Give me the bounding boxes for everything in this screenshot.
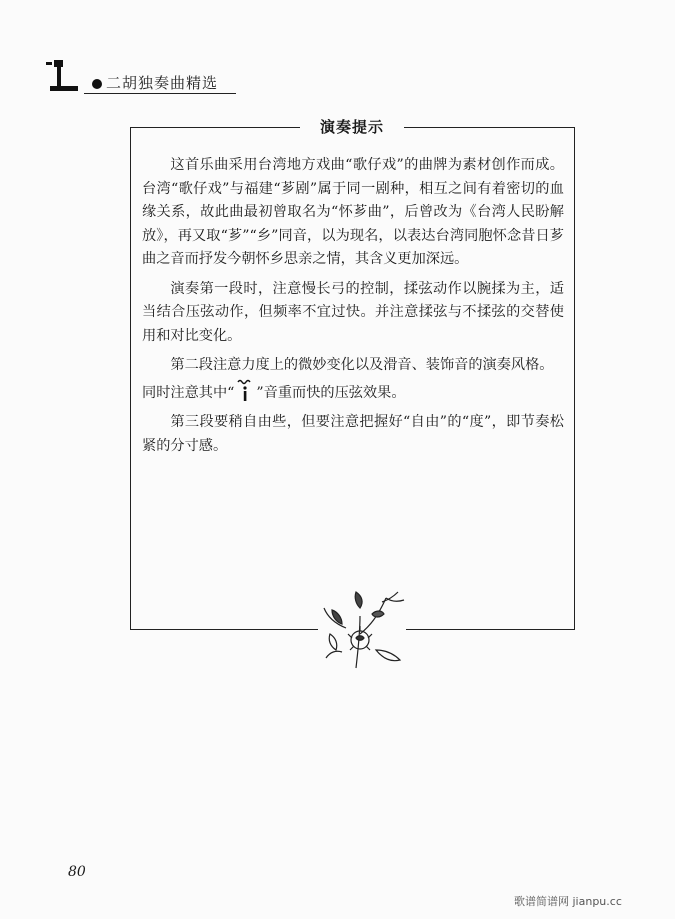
page-number: 80 (68, 864, 86, 880)
frame-border-bottom-left (130, 629, 318, 630)
header-rule (84, 93, 236, 94)
frame-border-right (574, 127, 575, 629)
book-title: 二胡独奏曲精选 (106, 74, 219, 92)
performance-tips-body (142, 154, 564, 464)
vibrato-note-icon (234, 383, 256, 403)
frame-border-left (130, 127, 131, 629)
frame-border-top-right (404, 127, 574, 128)
note-quote-before: 同时注意其中“ (142, 384, 235, 401)
header-bullet (92, 79, 102, 89)
paragraph-section-two-cont (142, 382, 564, 406)
performance-tips-title: 演奏提示 (319, 118, 384, 136)
site-watermark: 歌谱简谱网 jianpu.cc (514, 895, 622, 908)
paragraph-section-three: 第三段要稍自由些，但要注意把握好“自由”的“度”，即节奏松紧的分寸感。 (142, 414, 564, 454)
paragraph-section-two: 第二段注意力度上的微妙变化以及滑音、装饰音的演奏风格。 (170, 357, 554, 373)
flower-ornament-icon (316, 588, 408, 670)
frame-border-bottom-right (406, 629, 575, 630)
paragraph-origin: 这首乐曲采用台湾地方戏曲“歌仔戏”的曲牌为素材创作而成。台湾“歌仔戏”与福建“芗剧”属于同一剧种，相互之间有着密切的血缘关系，故此曲最初曾取名为“怀芗曲”，后曾改为《台湾人民盼解放》，再又取“芗”“乡”同音，以为现名，以表达台湾同胞怀念昔日芗曲之音而抒发今朝怀乡思亲之情，其含义更加深远。 (142, 157, 564, 267)
erhu-logo-icon (44, 58, 84, 94)
paragraph-section-one: 演奏第一段时，注意慢长弓的控制，揉弦动作以腕揉为主，适当结合压弦动作，但频率不宜过快。并注意揉弦与不揉弦的交替使用和对比变化。 (142, 280, 564, 344)
note-quote-after: ”音重而快的压弦效果。 (256, 384, 406, 401)
frame-border-top-left (130, 127, 300, 128)
